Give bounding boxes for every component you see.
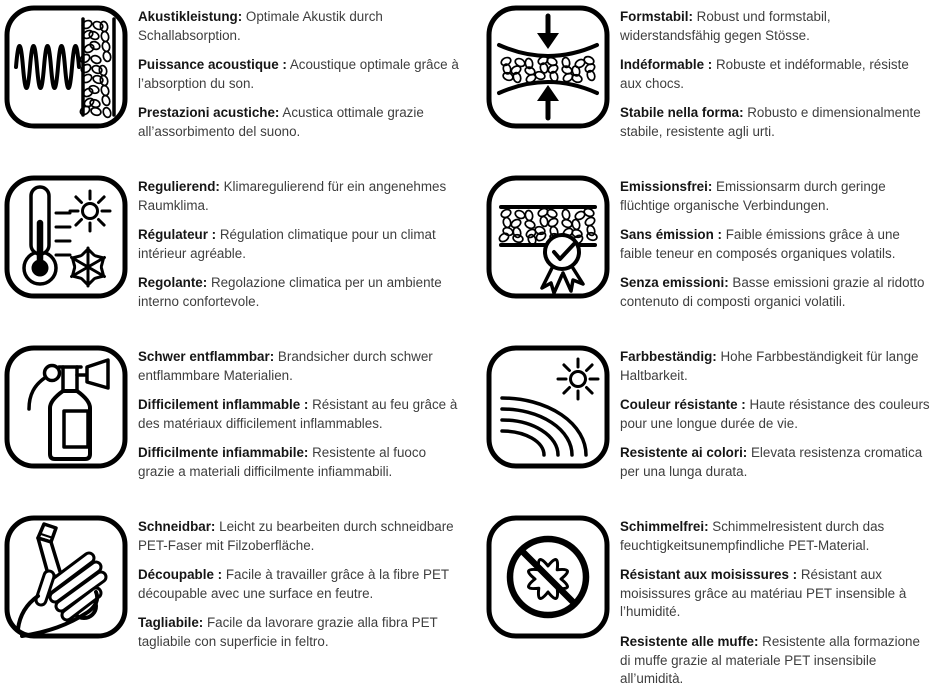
- feature-tile-mold: [468, 510, 936, 687]
- feature-lead: Resistente ai colori:: [620, 445, 748, 461]
- fire-extinguisher-icon: [4, 345, 128, 469]
- cutter-hand-icon: [4, 515, 128, 639]
- feature-lead: Découpable :: [138, 567, 223, 583]
- feature-lead: Farbbeständig:: [620, 349, 717, 364]
- feature-lead: Schwer entflammbar:: [138, 349, 275, 364]
- feature-text: Brandsicher durch schwer entflammbare Materialien.: [138, 349, 433, 383]
- feature-lead: Couleur résistante :: [620, 397, 746, 413]
- feature-lead: Prestazioni acustiche:: [138, 105, 280, 121]
- feature-text: Basse emissioni grazie al ridotto contenuto di composti organici volatili.: [620, 275, 925, 309]
- feature-text: Schimmelresistent durch das feuchtigkeitsunempfindliche PET-Material.: [620, 519, 885, 553]
- feature-lead: Senza emissioni:: [620, 275, 729, 291]
- feature-lead: Emissionsfrei:: [620, 179, 713, 194]
- sound-absorption-icon: [4, 5, 128, 129]
- feature-lead: Resistente alle muffe:: [620, 633, 759, 649]
- feature-lead: Schneidbar:: [138, 519, 216, 534]
- feature-lead: Difficilmente infiammabile:: [138, 445, 309, 461]
- feature-tile-emission: [468, 170, 936, 340]
- feature-text: Facile da lavorare grazie alla fibra PET tagliabile con superficie in feltro.: [138, 615, 438, 649]
- feature-text: Klimaregulierend für ein angenehmes Raumklima.: [138, 179, 447, 213]
- low-emission-certificate-icon: [486, 175, 610, 299]
- feature-lead: Schimmelfrei:: [620, 519, 709, 534]
- feature-lead: Indéformable :: [620, 57, 713, 73]
- feature-text: Resistente al fuoco grazie a materiali difficilmente infiammabili.: [138, 445, 427, 479]
- feature-lead: Régulateur :: [138, 227, 217, 243]
- feature-lead: Akustikleistung:: [138, 9, 243, 24]
- feature-tile-form-stable: [468, 0, 936, 170]
- no-mold-icon: [486, 515, 610, 639]
- feature-text: Haute résistance des couleurs pour une longue durée de vie.: [620, 397, 930, 431]
- feature-text: Optimale Akustik durch Schallabsorption.: [138, 9, 383, 43]
- color-fastness-rainbow-icon: [486, 345, 610, 469]
- feature-lead: Regolante:: [138, 275, 208, 291]
- feature-text: Resistente alla formazione di muffe grazie al materiale PET insensibile all’umidità.: [620, 633, 920, 687]
- feature-lead: Tagliabile:: [138, 615, 204, 631]
- feature-text: Robusto e dimensionalmente stabile, resistente agli urti.: [620, 105, 921, 139]
- feature-lead: Résistant aux moisissures :: [620, 567, 798, 583]
- feature-text: Regolazione climatica per un ambiente interno confortevole.: [138, 275, 442, 309]
- feature-text: Elevata resistenza cromatica per una lunga durata.: [620, 445, 923, 479]
- snowflake-icon: [69, 248, 106, 286]
- feature-lead: Difficilement inflammable :: [138, 397, 309, 413]
- feature-tile-color: [468, 340, 936, 510]
- feature-text: Régulation climatique pour un climat intérieur agréable.: [138, 227, 436, 261]
- feature-tile-cuttable: [0, 510, 468, 680]
- feature-text: Acustica ottimale grazie all’assorbimento del suono.: [138, 105, 424, 139]
- feature-lead: Stabile nella forma:: [620, 105, 744, 121]
- feature-text: Résistant aux moisissures grâce au matériau PET insensible à l’humidité.: [620, 567, 907, 620]
- feature-tile-climate: [0, 170, 468, 340]
- compression-resistance-icon: [486, 5, 610, 129]
- feature-tile-acoustic: [0, 0, 468, 170]
- feature-lead: Regulierend:: [138, 179, 220, 194]
- feature-text: Robuste et indéformable, résiste aux chocs.: [620, 57, 909, 91]
- feature-lead: Sans émission :: [620, 227, 722, 243]
- feature-text: Acoustique optimale grâce à l’absorption du son.: [138, 57, 459, 91]
- climate-regulation-icon: [4, 175, 128, 299]
- feature-tile-flame: [0, 340, 468, 510]
- feature-lead: Formstabil:: [620, 9, 693, 24]
- feature-text: Hohe Farbbeständigkeit für lange Haltbarkeit.: [620, 349, 919, 383]
- feature-text: Facile à travailler grâce à la fibre PET découpable avec une surface en feutre.: [138, 567, 449, 601]
- feature-text: Faible émissions grâce à une faible teneur en composés organiques volatils.: [620, 227, 900, 261]
- feature-text: Emissionsarm durch geringe flüchtige organische Verbindungen.: [620, 179, 886, 213]
- feature-text: Robust und formstabil, widerstandsfähig gegen Stösse.: [620, 9, 831, 43]
- feature-lead: Puissance acoustique :: [138, 57, 287, 73]
- feature-text: Résistant au feu grâce à des matériaux difficilement inflammables.: [138, 397, 458, 431]
- feature-text: Leicht zu bearbeiten durch schneidbare PET-Faser mit Filzoberfläche.: [138, 519, 454, 553]
